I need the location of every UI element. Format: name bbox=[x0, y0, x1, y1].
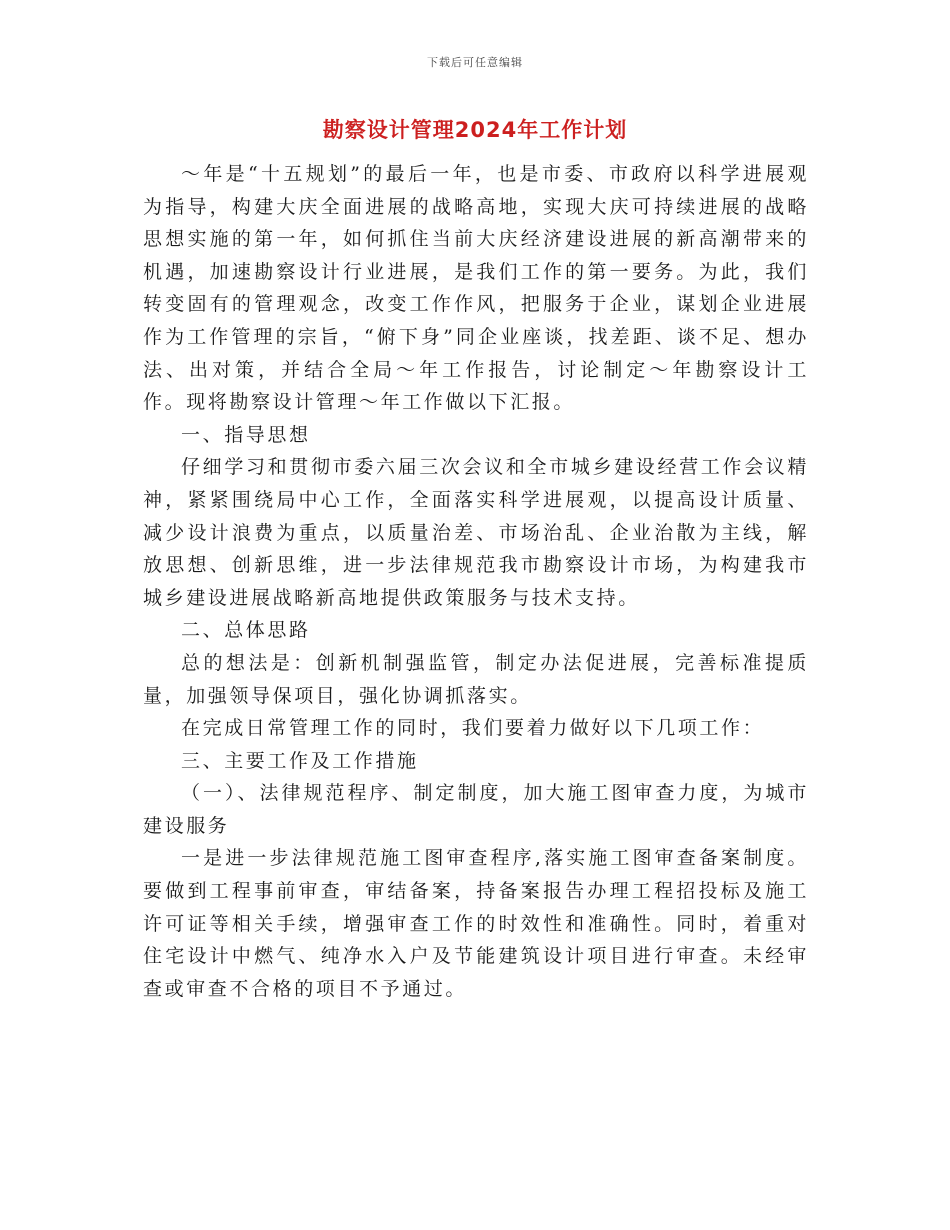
header-note: 下载后可任意编辑 bbox=[427, 56, 523, 69]
document-title: 勘察设计管理2024年工作计划 bbox=[322, 118, 628, 142]
document-body bbox=[143, 158, 809, 1005]
paragraph-intro: ～年是“十五规划”的最后一年，也是市委、市政府以科学进展观为指导，构建大庆全面进展的战略高地，实现大庆可持续进展的战略思想实施的第一年，如何抓住当前大庆经济建设进展的新高潮带来的机遇，加速勘察设计行业进展，是我们工作的第一要务。为此，我们转变固有的管理观念，改变工作作风，把服务于企业，谋划企业进展作为工作管理的宗旨，“俯下身”同企业座谈，找差距、谈不足、想办法、出对策，并结合全局～年工作报告，讨论制定～年勘察设计工作。现将勘察设计管理～年工作做以下汇报。 bbox=[143, 163, 809, 414]
subheading-regulate-procedures: （一）、法律规范程序、制定制度，加大施工图审查力度，为城市建设服务 bbox=[143, 782, 809, 837]
heading-overall-approach: 二、总体思路 bbox=[181, 619, 311, 642]
paragraph-review-procedures: 一是进一步法律规范施工图审查程序,落实施工图审查备案制度。要做到工程事前审查，审结备案，持备案报告办理工程招投标及施工许可证等相关手续，增强审查工作的时效性和准确性。同时，着重对住宅设计中燃气、纯净水入户及节能建筑设计项目进行审查。未经审查或审查不合格的项目不予通过。 bbox=[143, 847, 809, 1000]
paragraph-overall-approach: 总的想法是：创新机制强监管，制定办法促进展，完善标准提质量，加强领导保项目，强化协调抓落实。 bbox=[143, 651, 809, 707]
paragraph-guiding-ideology: 仔细学习和贯彻市委六届三次会议和全市城乡建设经营工作会议精神，紧紧围绕局中心工作，全面落实科学进展观，以提高设计质量、减少设计浪费为重点，以质量治差、市场治乱、企业治散为主线，解放思想、创新思维，进一步法律规范我市勘察设计市场，为构建我市城乡建设进展战略新高地提供政策服务与技术支持。 bbox=[143, 456, 809, 609]
heading-guiding-ideology: 一、指导思想 bbox=[181, 423, 311, 446]
paragraph-daily-work: 在完成日常管理工作的同时，我们要着力做好以下几项工作： bbox=[181, 717, 765, 740]
heading-main-work: 三、主要工作及工作措施 bbox=[181, 749, 419, 772]
